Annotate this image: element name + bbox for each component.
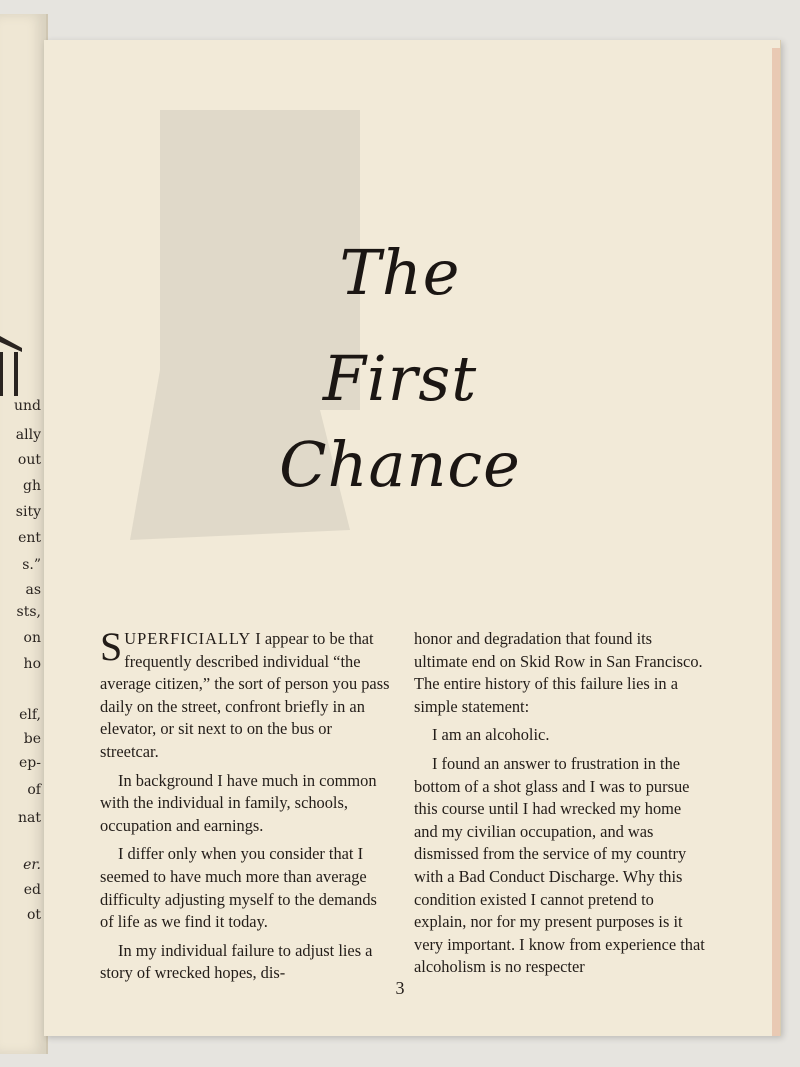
left-page-fragment: of	[27, 782, 41, 798]
left-page-fragment: ho	[23, 656, 41, 672]
paragraph-3: I differ only when you consider that I seemed to have much more than average difficulty adjusting myself to the demands of life as we find it today.	[100, 844, 377, 932]
text-column-left	[100, 624, 392, 985]
paragraph-5: honor and degradation that found its ultimate end on Skid Row in San Francisco. The entire history of this failure lies in a simple statement:	[414, 629, 703, 716]
left-page-fragment: er.	[23, 857, 41, 873]
title-line-2: First	[322, 342, 478, 415]
left-page-fragment: on	[23, 630, 41, 646]
left-page-fragment: ed	[23, 882, 41, 898]
left-page-fragment: sts,	[16, 604, 41, 620]
text-column-right	[414, 628, 706, 979]
title-line-3: Chance	[279, 428, 521, 501]
left-page-fragment: ent	[18, 530, 41, 546]
paragraph-2: In background I have much in common with the individual in family, schools, occupation and earnings.	[100, 770, 377, 835]
paragraph-1-text: I appear to be that frequently described individual “the average citizen,” the sort of person you pass daily on the street, confront briefly in an elevator, or sit next to on the bus or streetcar.	[100, 629, 390, 761]
left-page-fragment: be	[23, 731, 41, 747]
left-page-fragment: s.”	[22, 557, 41, 573]
paragraph-7: I found an answer to frustration in the bottom of a shot glass and I was to pursue this course until I had wrecked my home and my civilian occupation, and was dismissed from the service of my country with a Bad Conduct Discharge. Why this condition existed I cannot pretend to explain, nor for my present purposes is it very important. I know from experience that alcoholism is no respecter	[414, 753, 705, 977]
left-page-fragment: as	[25, 582, 41, 598]
paragraph-4: In my individual failure to adjust lies a story of wrecked hopes, dis-	[100, 940, 373, 983]
page-number: 3	[395, 978, 405, 998]
paragraph-1	[100, 624, 392, 764]
left-page-edge	[0, 14, 48, 1054]
left-page-fragment: sity	[15, 504, 41, 520]
drop-cap: S	[100, 624, 123, 669]
left-page-fragment: elf,	[19, 707, 41, 723]
left-page-fragment: ot	[26, 907, 41, 923]
left-page-fragment: und	[14, 398, 41, 414]
left-page-fragment: ally	[15, 427, 41, 443]
left-page-fragment: gh	[23, 478, 41, 494]
lead-in-smallcaps: UPERFICIALLY	[124, 629, 252, 648]
page-edge-strip	[772, 48, 780, 1036]
paragraph-6: I am an alcoholic.	[432, 725, 550, 745]
title-line-1: The	[339, 236, 461, 309]
left-page-fragment: nat	[18, 810, 41, 826]
left-page-fragment: out	[17, 452, 41, 468]
left-page-fragment: ep-	[19, 755, 41, 771]
